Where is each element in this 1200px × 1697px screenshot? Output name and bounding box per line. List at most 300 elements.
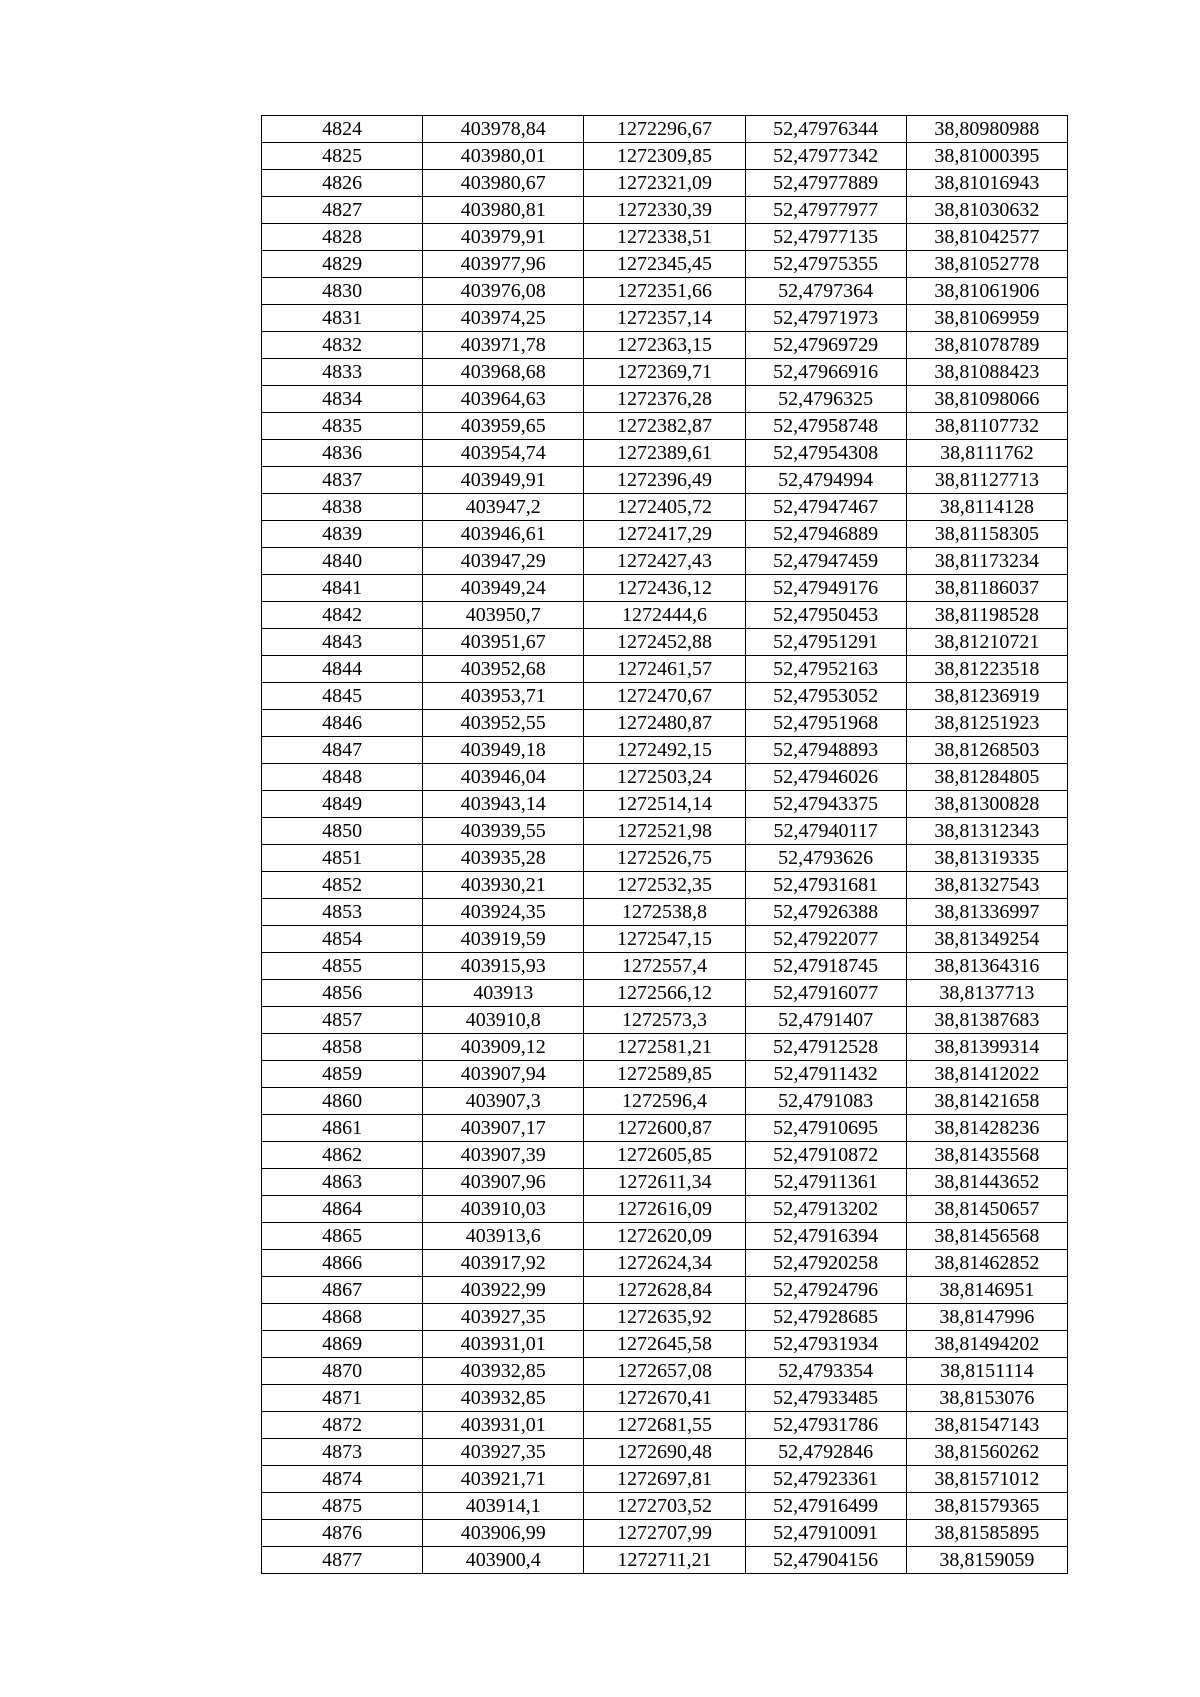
table-row <box>262 413 1068 440</box>
point-number-cell: 4843 <box>262 629 423 656</box>
x-coordinate-cell: 403906,99 <box>423 1520 584 1547</box>
longitude-cell: 38,81494202 <box>906 1331 1067 1358</box>
point-number-cell: 4830 <box>262 278 423 305</box>
x-coordinate-cell: 403900,4 <box>423 1547 584 1574</box>
y-coordinate-cell: 1272589,85 <box>584 1061 745 1088</box>
longitude-cell: 38,81098066 <box>906 386 1067 413</box>
longitude-cell: 38,81412022 <box>906 1061 1067 1088</box>
longitude-cell: 38,81443652 <box>906 1169 1067 1196</box>
table-row <box>262 872 1068 899</box>
latitude-cell: 52,47947459 <box>745 548 906 575</box>
latitude-cell: 52,47910872 <box>745 1142 906 1169</box>
point-number-cell: 4876 <box>262 1520 423 1547</box>
latitude-cell: 52,47958748 <box>745 413 906 440</box>
point-number-cell: 4866 <box>262 1250 423 1277</box>
x-coordinate-cell: 403913,6 <box>423 1223 584 1250</box>
y-coordinate-cell: 1272436,12 <box>584 575 745 602</box>
x-coordinate-cell: 403910,03 <box>423 1196 584 1223</box>
point-number-cell: 4855 <box>262 953 423 980</box>
table-row <box>262 1061 1068 1088</box>
point-number-cell: 4833 <box>262 359 423 386</box>
x-coordinate-cell: 403980,01 <box>423 143 584 170</box>
longitude-cell: 38,8137713 <box>906 980 1067 1007</box>
latitude-cell: 52,4791083 <box>745 1088 906 1115</box>
x-coordinate-cell: 403910,8 <box>423 1007 584 1034</box>
latitude-cell: 52,47946889 <box>745 521 906 548</box>
latitude-cell: 52,47977977 <box>745 197 906 224</box>
latitude-cell: 52,47933485 <box>745 1385 906 1412</box>
x-coordinate-cell: 403907,94 <box>423 1061 584 1088</box>
table-row <box>262 116 1068 143</box>
point-number-cell: 4863 <box>262 1169 423 1196</box>
x-coordinate-cell: 403952,68 <box>423 656 584 683</box>
table-row <box>262 710 1068 737</box>
table-row <box>262 683 1068 710</box>
x-coordinate-cell: 403977,96 <box>423 251 584 278</box>
x-coordinate-cell: 403932,85 <box>423 1358 584 1385</box>
y-coordinate-cell: 1272581,21 <box>584 1034 745 1061</box>
x-coordinate-cell: 403952,55 <box>423 710 584 737</box>
latitude-cell: 52,4794994 <box>745 467 906 494</box>
point-number-cell: 4834 <box>262 386 423 413</box>
table-row <box>262 305 1068 332</box>
x-coordinate-cell: 403947,29 <box>423 548 584 575</box>
table-row <box>262 1088 1068 1115</box>
y-coordinate-cell: 1272635,92 <box>584 1304 745 1331</box>
table-row <box>262 548 1068 575</box>
table-row <box>262 1250 1068 1277</box>
x-coordinate-cell: 403909,12 <box>423 1034 584 1061</box>
point-number-cell: 4838 <box>262 494 423 521</box>
x-coordinate-cell: 403964,63 <box>423 386 584 413</box>
longitude-cell: 38,81560262 <box>906 1439 1067 1466</box>
point-number-cell: 4852 <box>262 872 423 899</box>
longitude-cell: 38,81349254 <box>906 926 1067 953</box>
longitude-cell: 38,81088423 <box>906 359 1067 386</box>
x-coordinate-cell: 403978,84 <box>423 116 584 143</box>
latitude-cell: 52,47920258 <box>745 1250 906 1277</box>
point-number-cell: 4831 <box>262 305 423 332</box>
table-row <box>262 1142 1068 1169</box>
longitude-cell: 38,81364316 <box>906 953 1067 980</box>
point-number-cell: 4824 <box>262 116 423 143</box>
latitude-cell: 52,47923361 <box>745 1466 906 1493</box>
point-number-cell: 4848 <box>262 764 423 791</box>
y-coordinate-cell: 1272566,12 <box>584 980 745 1007</box>
latitude-cell: 52,47912528 <box>745 1034 906 1061</box>
y-coordinate-cell: 1272616,09 <box>584 1196 745 1223</box>
x-coordinate-cell: 403907,17 <box>423 1115 584 1142</box>
point-number-cell: 4844 <box>262 656 423 683</box>
table-row <box>262 386 1068 413</box>
point-number-cell: 4854 <box>262 926 423 953</box>
x-coordinate-cell: 403932,85 <box>423 1385 584 1412</box>
point-number-cell: 4868 <box>262 1304 423 1331</box>
table-row <box>262 764 1068 791</box>
y-coordinate-cell: 1272611,34 <box>584 1169 745 1196</box>
longitude-cell: 38,81016943 <box>906 170 1067 197</box>
x-coordinate-cell: 403971,78 <box>423 332 584 359</box>
y-coordinate-cell: 1272357,14 <box>584 305 745 332</box>
point-number-cell: 4841 <box>262 575 423 602</box>
point-number-cell: 4856 <box>262 980 423 1007</box>
longitude-cell: 38,81428236 <box>906 1115 1067 1142</box>
table-row <box>262 1412 1068 1439</box>
x-coordinate-cell: 403946,04 <box>423 764 584 791</box>
longitude-cell: 38,80980988 <box>906 116 1067 143</box>
latitude-cell: 52,4796325 <box>745 386 906 413</box>
x-coordinate-cell: 403927,35 <box>423 1439 584 1466</box>
table-row <box>262 737 1068 764</box>
point-number-cell: 4875 <box>262 1493 423 1520</box>
latitude-cell: 52,47951968 <box>745 710 906 737</box>
y-coordinate-cell: 1272624,34 <box>584 1250 745 1277</box>
point-number-cell: 4867 <box>262 1277 423 1304</box>
latitude-cell: 52,47931934 <box>745 1331 906 1358</box>
latitude-cell: 52,47922077 <box>745 926 906 953</box>
longitude-cell: 38,81107732 <box>906 413 1067 440</box>
point-number-cell: 4829 <box>262 251 423 278</box>
table-row <box>262 899 1068 926</box>
longitude-cell: 38,81158305 <box>906 521 1067 548</box>
table-row <box>262 1520 1068 1547</box>
table-row <box>262 1493 1068 1520</box>
table-row <box>262 926 1068 953</box>
table-row <box>262 791 1068 818</box>
x-coordinate-cell: 403907,96 <box>423 1169 584 1196</box>
latitude-cell: 52,4792846 <box>745 1439 906 1466</box>
point-number-cell: 4851 <box>262 845 423 872</box>
longitude-cell: 38,81268503 <box>906 737 1067 764</box>
y-coordinate-cell: 1272697,81 <box>584 1466 745 1493</box>
x-coordinate-cell: 403927,35 <box>423 1304 584 1331</box>
point-number-cell: 4877 <box>262 1547 423 1574</box>
latitude-cell: 52,47953052 <box>745 683 906 710</box>
y-coordinate-cell: 1272338,51 <box>584 224 745 251</box>
point-number-cell: 4865 <box>262 1223 423 1250</box>
point-number-cell: 4860 <box>262 1088 423 1115</box>
table-row <box>262 1034 1068 1061</box>
x-coordinate-cell: 403939,55 <box>423 818 584 845</box>
table-row <box>262 818 1068 845</box>
table-row <box>262 1169 1068 1196</box>
x-coordinate-cell: 403907,3 <box>423 1088 584 1115</box>
latitude-cell: 52,4791407 <box>745 1007 906 1034</box>
y-coordinate-cell: 1272492,15 <box>584 737 745 764</box>
point-number-cell: 4840 <box>262 548 423 575</box>
latitude-cell: 52,47931681 <box>745 872 906 899</box>
longitude-cell: 38,81186037 <box>906 575 1067 602</box>
longitude-cell: 38,8159059 <box>906 1547 1067 1574</box>
table-row <box>262 575 1068 602</box>
table-row <box>262 656 1068 683</box>
y-coordinate-cell: 1272670,41 <box>584 1385 745 1412</box>
y-coordinate-cell: 1272707,99 <box>584 1520 745 1547</box>
y-coordinate-cell: 1272600,87 <box>584 1115 745 1142</box>
longitude-cell: 38,81399314 <box>906 1034 1067 1061</box>
x-coordinate-cell: 403921,71 <box>423 1466 584 1493</box>
point-number-cell: 4842 <box>262 602 423 629</box>
longitude-cell: 38,81312343 <box>906 818 1067 845</box>
latitude-cell: 52,47916394 <box>745 1223 906 1250</box>
latitude-cell: 52,47976344 <box>745 116 906 143</box>
x-coordinate-cell: 403974,25 <box>423 305 584 332</box>
longitude-cell: 38,8146951 <box>906 1277 1067 1304</box>
latitude-cell: 52,47975355 <box>745 251 906 278</box>
longitude-cell: 38,81052778 <box>906 251 1067 278</box>
longitude-cell: 38,81236919 <box>906 683 1067 710</box>
table-row <box>262 1331 1068 1358</box>
longitude-cell: 38,81284805 <box>906 764 1067 791</box>
x-coordinate-cell: 403947,2 <box>423 494 584 521</box>
y-coordinate-cell: 1272396,49 <box>584 467 745 494</box>
latitude-cell: 52,47966916 <box>745 359 906 386</box>
table-row <box>262 980 1068 1007</box>
latitude-cell: 52,47952163 <box>745 656 906 683</box>
x-coordinate-cell: 403951,67 <box>423 629 584 656</box>
x-coordinate-cell: 403976,08 <box>423 278 584 305</box>
latitude-cell: 52,47977135 <box>745 224 906 251</box>
table-row <box>262 1196 1068 1223</box>
point-number-cell: 4864 <box>262 1196 423 1223</box>
y-coordinate-cell: 1272532,35 <box>584 872 745 899</box>
point-number-cell: 4836 <box>262 440 423 467</box>
y-coordinate-cell: 1272480,87 <box>584 710 745 737</box>
latitude-cell: 52,47913202 <box>745 1196 906 1223</box>
longitude-cell: 38,81462852 <box>906 1250 1067 1277</box>
latitude-cell: 52,47918745 <box>745 953 906 980</box>
longitude-cell: 38,81198528 <box>906 602 1067 629</box>
latitude-cell: 52,47977889 <box>745 170 906 197</box>
table-row <box>262 953 1068 980</box>
point-number-cell: 4847 <box>262 737 423 764</box>
table-row <box>262 1466 1068 1493</box>
point-number-cell: 4827 <box>262 197 423 224</box>
longitude-cell: 38,81571012 <box>906 1466 1067 1493</box>
point-number-cell: 4837 <box>262 467 423 494</box>
latitude-cell: 52,4797364 <box>745 278 906 305</box>
y-coordinate-cell: 1272690,48 <box>584 1439 745 1466</box>
point-number-cell: 4846 <box>262 710 423 737</box>
x-coordinate-cell: 403949,18 <box>423 737 584 764</box>
y-coordinate-cell: 1272405,72 <box>584 494 745 521</box>
longitude-cell: 38,81336997 <box>906 899 1067 926</box>
y-coordinate-cell: 1272470,67 <box>584 683 745 710</box>
table-row <box>262 1358 1068 1385</box>
y-coordinate-cell: 1272444,6 <box>584 602 745 629</box>
table-row <box>262 278 1068 305</box>
x-coordinate-cell: 403915,93 <box>423 953 584 980</box>
x-coordinate-cell: 403943,14 <box>423 791 584 818</box>
table-row <box>262 629 1068 656</box>
x-coordinate-cell: 403907,39 <box>423 1142 584 1169</box>
x-coordinate-cell: 403919,59 <box>423 926 584 953</box>
latitude-cell: 52,47949176 <box>745 575 906 602</box>
latitude-cell: 52,47916499 <box>745 1493 906 1520</box>
table-row <box>262 1007 1068 1034</box>
y-coordinate-cell: 1272521,98 <box>584 818 745 845</box>
point-number-cell: 4839 <box>262 521 423 548</box>
point-number-cell: 4861 <box>262 1115 423 1142</box>
y-coordinate-cell: 1272538,8 <box>584 899 745 926</box>
longitude-cell: 38,81456568 <box>906 1223 1067 1250</box>
y-coordinate-cell: 1272605,85 <box>584 1142 745 1169</box>
latitude-cell: 52,47926388 <box>745 899 906 926</box>
x-coordinate-cell: 403930,21 <box>423 872 584 899</box>
y-coordinate-cell: 1272547,15 <box>584 926 745 953</box>
latitude-cell: 52,47910695 <box>745 1115 906 1142</box>
longitude-cell: 38,81061906 <box>906 278 1067 305</box>
longitude-cell: 38,81173234 <box>906 548 1067 575</box>
y-coordinate-cell: 1272711,21 <box>584 1547 745 1574</box>
table-row <box>262 143 1068 170</box>
longitude-cell: 38,81579365 <box>906 1493 1067 1520</box>
latitude-cell: 52,4793354 <box>745 1358 906 1385</box>
x-coordinate-cell: 403959,65 <box>423 413 584 440</box>
latitude-cell: 52,47910091 <box>745 1520 906 1547</box>
table-row <box>262 359 1068 386</box>
longitude-cell: 38,81421658 <box>906 1088 1067 1115</box>
y-coordinate-cell: 1272376,28 <box>584 386 745 413</box>
longitude-cell: 38,81030632 <box>906 197 1067 224</box>
y-coordinate-cell: 1272321,09 <box>584 170 745 197</box>
longitude-cell: 38,8151114 <box>906 1358 1067 1385</box>
y-coordinate-cell: 1272296,67 <box>584 116 745 143</box>
longitude-cell: 38,81127713 <box>906 467 1067 494</box>
longitude-cell: 38,81000395 <box>906 143 1067 170</box>
y-coordinate-cell: 1272557,4 <box>584 953 745 980</box>
latitude-cell: 52,47946026 <box>745 764 906 791</box>
longitude-cell: 38,8153076 <box>906 1385 1067 1412</box>
point-number-cell: 4869 <box>262 1331 423 1358</box>
point-number-cell: 4828 <box>262 224 423 251</box>
point-number-cell: 4873 <box>262 1439 423 1466</box>
latitude-cell: 52,47931786 <box>745 1412 906 1439</box>
longitude-cell: 38,81251923 <box>906 710 1067 737</box>
point-number-cell: 4850 <box>262 818 423 845</box>
y-coordinate-cell: 1272573,3 <box>584 1007 745 1034</box>
table-row <box>262 251 1068 278</box>
x-coordinate-cell: 403913 <box>423 980 584 1007</box>
table-row <box>262 602 1068 629</box>
x-coordinate-cell: 403931,01 <box>423 1331 584 1358</box>
x-coordinate-cell: 403931,01 <box>423 1412 584 1439</box>
longitude-cell: 38,81585895 <box>906 1520 1067 1547</box>
x-coordinate-cell: 403979,91 <box>423 224 584 251</box>
latitude-cell: 52,47977342 <box>745 143 906 170</box>
y-coordinate-cell: 1272389,61 <box>584 440 745 467</box>
x-coordinate-cell: 403935,28 <box>423 845 584 872</box>
x-coordinate-cell: 403980,81 <box>423 197 584 224</box>
table-row <box>262 521 1068 548</box>
table-row <box>262 1115 1068 1142</box>
point-number-cell: 4835 <box>262 413 423 440</box>
point-number-cell: 4871 <box>262 1385 423 1412</box>
latitude-cell: 52,47924796 <box>745 1277 906 1304</box>
x-coordinate-cell: 403953,71 <box>423 683 584 710</box>
longitude-cell: 38,81223518 <box>906 656 1067 683</box>
longitude-cell: 38,81078789 <box>906 332 1067 359</box>
x-coordinate-cell: 403924,35 <box>423 899 584 926</box>
y-coordinate-cell: 1272503,24 <box>584 764 745 791</box>
longitude-cell: 38,81042577 <box>906 224 1067 251</box>
y-coordinate-cell: 1272330,39 <box>584 197 745 224</box>
table-row <box>262 332 1068 359</box>
table-row <box>262 1385 1068 1412</box>
table-row <box>262 224 1068 251</box>
point-number-cell: 4870 <box>262 1358 423 1385</box>
table-row <box>262 494 1068 521</box>
point-number-cell: 4859 <box>262 1061 423 1088</box>
y-coordinate-cell: 1272417,29 <box>584 521 745 548</box>
latitude-cell: 52,47911361 <box>745 1169 906 1196</box>
x-coordinate-cell: 403949,91 <box>423 467 584 494</box>
latitude-cell: 52,4793626 <box>745 845 906 872</box>
point-number-cell: 4857 <box>262 1007 423 1034</box>
point-number-cell: 4826 <box>262 170 423 197</box>
latitude-cell: 52,47947467 <box>745 494 906 521</box>
latitude-cell: 52,47916077 <box>745 980 906 1007</box>
table-row <box>262 467 1068 494</box>
longitude-cell: 38,81547143 <box>906 1412 1067 1439</box>
y-coordinate-cell: 1272461,57 <box>584 656 745 683</box>
point-number-cell: 4872 <box>262 1412 423 1439</box>
x-coordinate-cell: 403950,7 <box>423 602 584 629</box>
coordinates-table <box>261 115 1068 1574</box>
coordinates-table-body <box>262 116 1068 1574</box>
table-row <box>262 1547 1068 1574</box>
point-number-cell: 4862 <box>262 1142 423 1169</box>
x-coordinate-cell: 403922,99 <box>423 1277 584 1304</box>
longitude-cell: 38,81210721 <box>906 629 1067 656</box>
y-coordinate-cell: 1272427,43 <box>584 548 745 575</box>
y-coordinate-cell: 1272620,09 <box>584 1223 745 1250</box>
y-coordinate-cell: 1272351,66 <box>584 278 745 305</box>
x-coordinate-cell: 403946,61 <box>423 521 584 548</box>
x-coordinate-cell: 403914,1 <box>423 1493 584 1520</box>
point-number-cell: 4858 <box>262 1034 423 1061</box>
table-row <box>262 845 1068 872</box>
table-row <box>262 440 1068 467</box>
x-coordinate-cell: 403949,24 <box>423 575 584 602</box>
table-row <box>262 197 1068 224</box>
y-coordinate-cell: 1272369,71 <box>584 359 745 386</box>
y-coordinate-cell: 1272309,85 <box>584 143 745 170</box>
longitude-cell: 38,81300828 <box>906 791 1067 818</box>
y-coordinate-cell: 1272681,55 <box>584 1412 745 1439</box>
longitude-cell: 38,81435568 <box>906 1142 1067 1169</box>
y-coordinate-cell: 1272345,45 <box>584 251 745 278</box>
point-number-cell: 4853 <box>262 899 423 926</box>
y-coordinate-cell: 1272645,58 <box>584 1331 745 1358</box>
longitude-cell: 38,81387683 <box>906 1007 1067 1034</box>
longitude-cell: 38,8147996 <box>906 1304 1067 1331</box>
table-row <box>262 170 1068 197</box>
y-coordinate-cell: 1272382,87 <box>584 413 745 440</box>
y-coordinate-cell: 1272703,52 <box>584 1493 745 1520</box>
latitude-cell: 52,47971973 <box>745 305 906 332</box>
x-coordinate-cell: 403968,68 <box>423 359 584 386</box>
longitude-cell: 38,81327543 <box>906 872 1067 899</box>
y-coordinate-cell: 1272526,75 <box>584 845 745 872</box>
table-row <box>262 1304 1068 1331</box>
y-coordinate-cell: 1272363,15 <box>584 332 745 359</box>
latitude-cell: 52,47954308 <box>745 440 906 467</box>
latitude-cell: 52,47943375 <box>745 791 906 818</box>
latitude-cell: 52,47940117 <box>745 818 906 845</box>
y-coordinate-cell: 1272452,88 <box>584 629 745 656</box>
y-coordinate-cell: 1272596,4 <box>584 1088 745 1115</box>
